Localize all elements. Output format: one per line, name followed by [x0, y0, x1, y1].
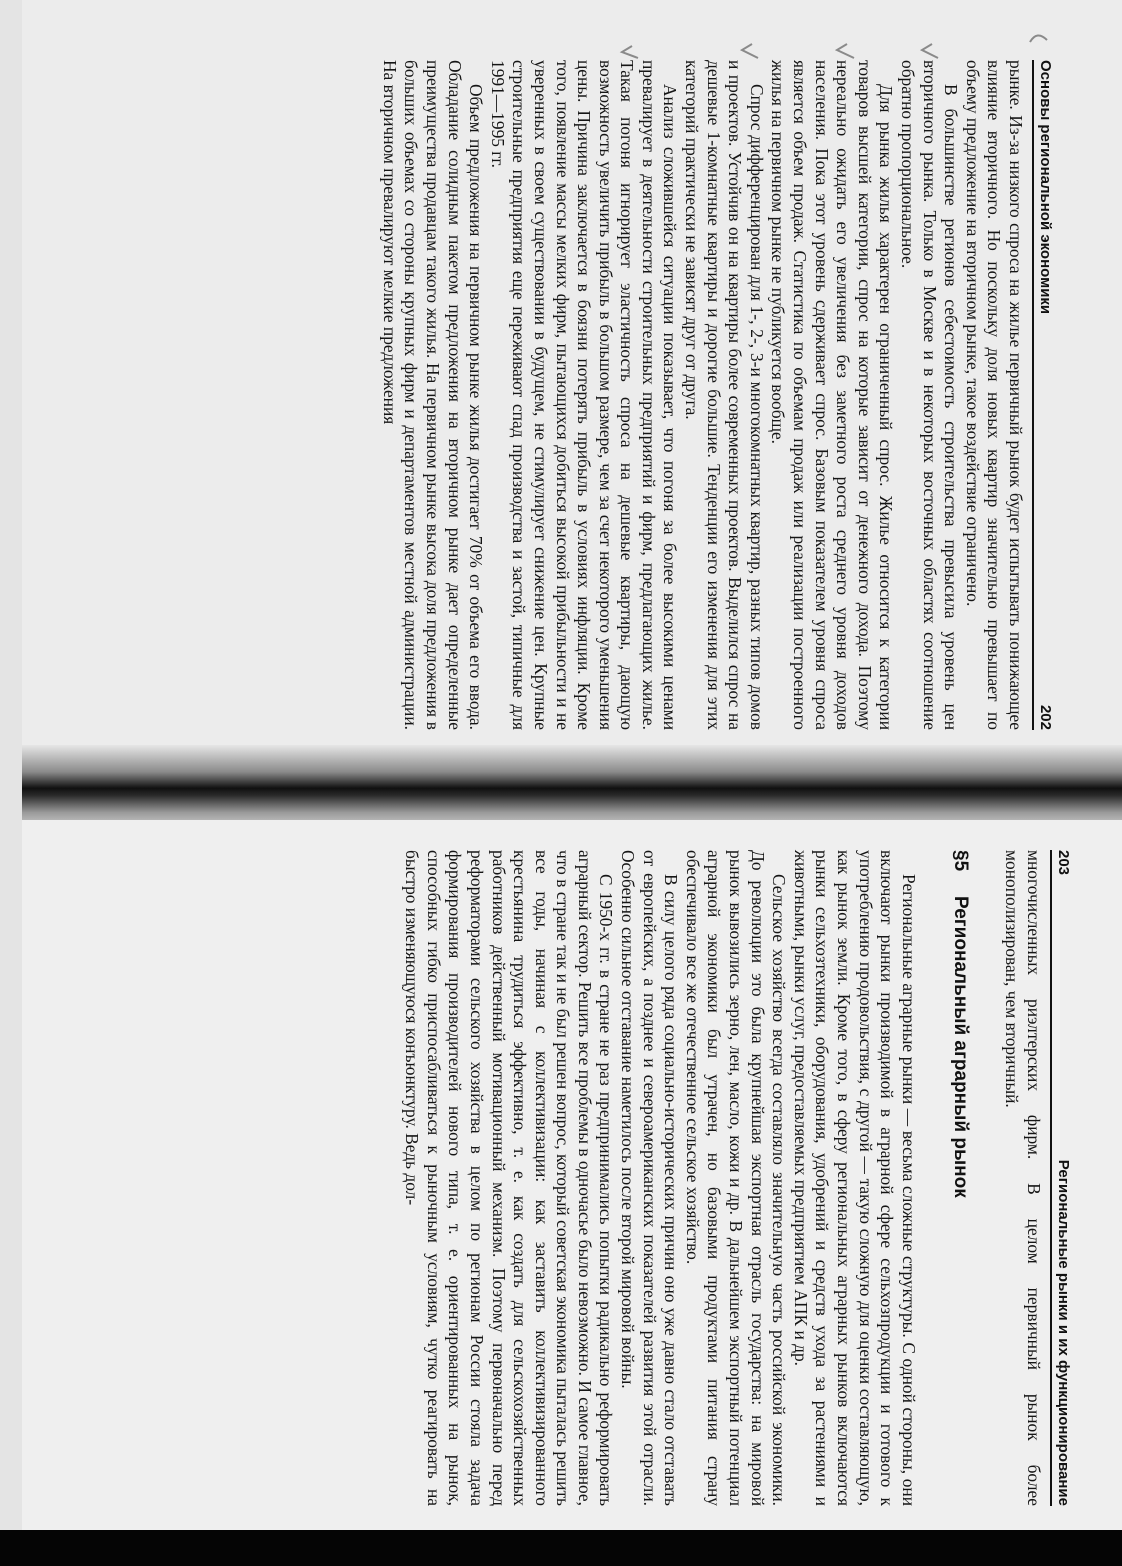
left-paragraph: Объем предложения на первичном рынке жилья достигает 70% от объема его ввода. Обладание солидным пакетом предложения на вторичном рынке дает определенные преимущества продавцам такого жилья. На первичном рынке высока доля предложения в больших объемах со стороны крупных фирм и департаментов местной администрации. На вторичном превалируют мелкие предложения [379, 60, 487, 730]
right-running-title: Региональные рынки и их функционирование [1055, 1159, 1072, 1506]
left-running-head [1032, 60, 1054, 730]
left-paragraph: Спрос дифференцирован для 1-, 2-, 3-и многокомнатных квартир, разных типов домов и проектов. Устойчив он на квартиры более современных проектов. Выделился спрос на дешевые 1-комнатные квартиры и дорогие большие. Тенденции его изменения для этих категорий практически не зависят друг от друга. [682, 60, 767, 730]
section-heading [949, 850, 971, 1506]
pencil-marks [0, 0, 1122, 60]
left-paragraph: Для рынка жилья характерен ограниченный спрос. Жилье относится к категории товаров высшей категории, спрос на которые зависит от денежного дохода. Поэтому нереально ожидать его увеличения без заметного роста среднего уровня доходов населения. Пока этот уровень сдерживает спрос. Базовым показателем уровня спроса является объем продаж. Статистика по объемам продаж или реализации построенного жилья на первичном рынке не публикуется вообще. [768, 60, 897, 730]
left-paragraph: Анализ сложившейся ситуации показывает, что погоня за более высокими ценами превалирует в деятельности строительных предприятий и фирм, предлагающих жилье. Такая погоня игнорирует эластичность спроса на дешевые квартиры, дающую возможность увеличить прибыль в большом размере, чем за счет некоторого уменьшения цены. Причина заключается в боязни потерять прибыль в условиях инфляции. Кроме того, появление массы мелких фирм, пытающихся добиться высокой прибыльности и не уверенных в своем существовании в будущем, не стимулирует снижение цен. Крупные строительные предприятия еще переживают спад производства и застой, типичные для 1991—1995 гг. [487, 60, 681, 730]
section-number: §5 [949, 850, 971, 872]
right-paragraph: В силу целого ряда социально-исторических причин оно уже давно стало отставать от европейских, а позднее и североамериканских показателей развития этой отрасли. Особенно сильное отставание наметилось после второй мировой войны. [618, 850, 682, 1506]
right-continuation: многочисленных риэлтерских фирм. В целом первичный рынок более монополизирован, чем вторичный. [1002, 850, 1044, 1506]
scan-dark-edge [0, 1530, 1122, 1566]
section-title: Региональный аграрный рынок [949, 896, 971, 1198]
right-page-number: 203 [1055, 850, 1072, 876]
right-paragraph: С 1950-х гг. в стране не раз предпринимались попытки радикально реформировать аграрный сектор. Решить все проблемы в одночасье было невозможно. И самое главное, что в стране так и не был решен вопрос, который советская экономика пыталась решить все годы, начиная с коллективизации: как заставить коллективизированного крестьянина трудиться эффективно, т. е. как создать для сельскохозяйственных работников действенный мотивационный механизм. Поэтому первоначально перед реформаторами сельского хозяйства в целом по регионам России стояла задача формирования производителей нового типа, т. е. ориентированных на рынок, способных гибко приспосабливаться к рыночным условиям, чутко реагировать на быстро изменяющуюся конъюнктуру. Ведь дол- [402, 850, 617, 1507]
left-page [0, 0, 1122, 760]
left-running-title: Основы региональной экономики [1037, 60, 1054, 315]
left-page-number: 202 [1037, 704, 1054, 730]
left-paragraph: рынке. Из-за низкого спроса на жилье первичный рынок будет испытывать понижающее влияние вторичного. Но поскольку доля новых квартир значительно превышает по объему предложение на вторичном рынке, такое воздействие ограничено. [962, 60, 1026, 730]
right-page [0, 820, 1122, 1566]
page-bottom-edge [0, 0, 22, 1566]
right-paragraph: Сельское хозяйство всегда составляло значительную часть российской экономики. До революции это была крупнейшая экспортная отрасль государства: на мировой рынок вывозились зерно, лен, масло, кожи и др. В дальнейшем экспортный потенциал аграрной экономики был утрачен, но базовыми продуктами питания страну обеспечивало все же отечественное сельское хозяйство. [682, 850, 790, 1506]
right-running-head [1050, 850, 1072, 1506]
right-paragraph: Региональные аграрные рынки — весьма сложные структуры. С одной стороны, они включают рынки производимой в аграрной сфере сельхозпродукции и готового к употреблению продовольствия, с другой — такую сложную для оценки составляющую, как рынок земли. Кроме того, в сферу региональных аграрных рынков включаются рынки сельхозтехники, оборудования, удобрений и средств ухода за растениями и животными, рынки услуг, предоставляемых предприятием АПК и др. [790, 850, 919, 1506]
left-paragraph: В большинстве регионов себестоимость строительства превысила уровень цен вторичного рынка. Только в Москве и в некоторых восточных областях соотношение обратно пропорциональное. [898, 60, 962, 730]
